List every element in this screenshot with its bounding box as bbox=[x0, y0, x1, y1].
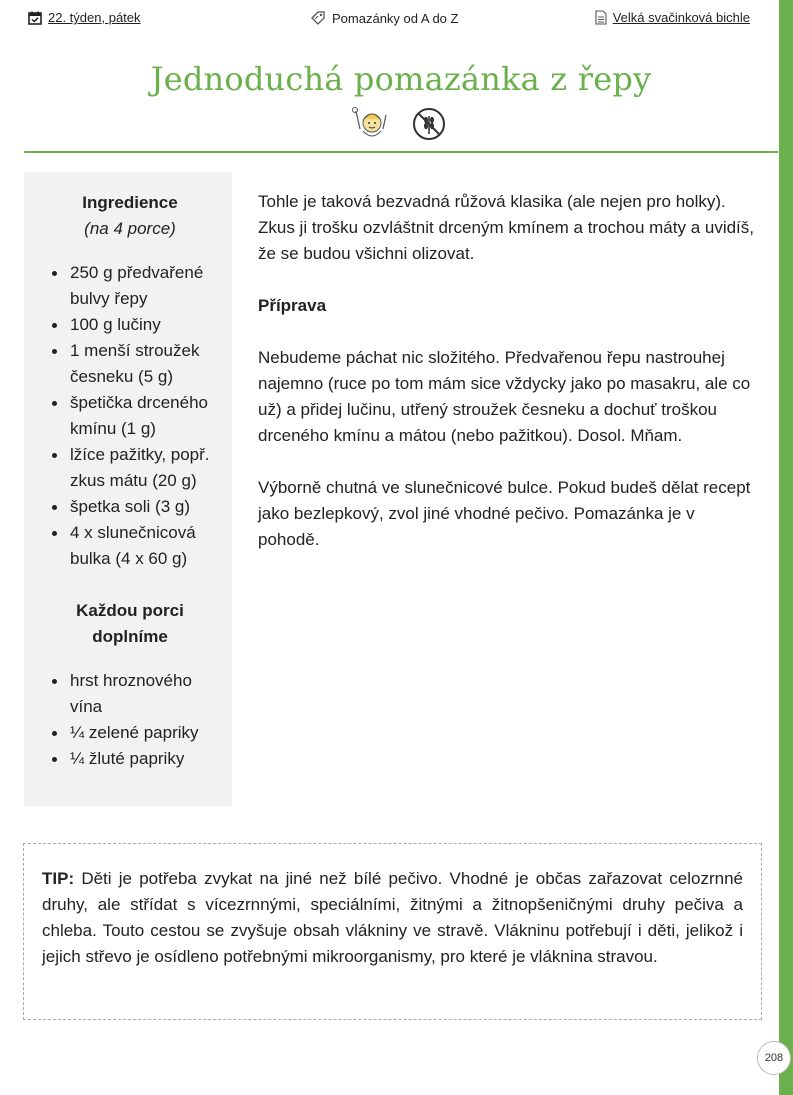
child-cook-icon bbox=[350, 107, 390, 141]
document-icon bbox=[595, 10, 607, 25]
list-item: ¼ žluté papriky bbox=[52, 746, 218, 772]
title-divider bbox=[24, 151, 778, 153]
tip-text: Děti je potřeba zvykat na jiné než bílé pečivo. Vhodné je občas zařazovat celozrnné druhy, ale střídat s vícezrnnými, speciálními, žitnými a žitnopšeničnými druhy pečiva a chleba. Touto cestou se zvyšuje obsah vlákniny ve stravě. Vlákninu potřebují i děti, jelikož i jejich střevo je osídleno potřebnými mikroorganismy, pro které je vláknina stravou. bbox=[42, 869, 743, 966]
list-item: 100 g lučiny bbox=[52, 312, 218, 338]
list-item: špetka soli (3 g) bbox=[52, 494, 218, 520]
list-item: 4 x slunečnicová bulka (4 x 60 g) bbox=[52, 520, 218, 572]
list-item: lžíce pažitky, popř. zkus mátu (20 g) bbox=[52, 442, 218, 494]
header-book-link[interactable]: Velká svačinková bichle bbox=[612, 10, 750, 25]
header-day[interactable] bbox=[28, 10, 141, 25]
preparation-paragraph: Nebudeme páchat nic složitého. Předvařenou řepu nastrouhej najemno (ruce po tom mám sice vždycky jako po masakru, ale co už) a přidej lučinu, utřený stroužek česneku a dochuť troškou drceného kmínu a mátou (nebo pažitkou). Dosol. Mňam. bbox=[258, 348, 751, 445]
tip-box bbox=[23, 843, 762, 1020]
tag-icon bbox=[310, 10, 326, 26]
list-item: 1 menší stroužek česneku (5 g) bbox=[52, 338, 218, 390]
ingredients-list bbox=[42, 260, 218, 572]
recipe-badges bbox=[350, 107, 446, 141]
header-category-label: Pomazánky od A do Z bbox=[332, 10, 459, 26]
list-item: ¼ zelené papriky bbox=[52, 720, 218, 746]
list-item: 250 g předvařené bulvy řepy bbox=[52, 260, 218, 312]
extras-title: Každou porci doplníme bbox=[76, 601, 184, 646]
serving-paragraph: Výborně chutná ve slunečnicové bulce. Pokud budeš dělat recept jako bezlepkový, zvol jiné vhodné pečivo. Pomazánka je v pohodě. bbox=[258, 478, 751, 549]
gluten-free-icon bbox=[412, 107, 446, 141]
list-item: špetička drceného kmínu (1 g) bbox=[52, 390, 218, 442]
list-item: hrst hroznového vína bbox=[52, 668, 218, 720]
tip-label: TIP: bbox=[42, 869, 75, 888]
header bbox=[28, 8, 750, 30]
extras-list bbox=[42, 668, 218, 772]
ingredients-title: Ingredience bbox=[82, 193, 178, 212]
recipe-body bbox=[258, 189, 758, 579]
header-category bbox=[310, 10, 458, 26]
calendar-check-icon bbox=[28, 11, 42, 25]
page-title: Jednoduchá pomazánka z řepy bbox=[150, 60, 652, 98]
ingredients-panel bbox=[24, 172, 232, 806]
page-number: 208 bbox=[757, 1041, 791, 1075]
accent-side-bar bbox=[779, 0, 793, 1095]
intro-paragraph: Tohle je taková bezvadná růžová klasika (ale nejen pro holky). Zkus ji trošku ozvláštnit drceným kmínem a trochou máty a uvidíš, že se budou všichni olizovat. bbox=[258, 192, 755, 263]
ingredients-portions: (na 4 porce) bbox=[84, 219, 176, 238]
preparation-heading: Příprava bbox=[258, 296, 327, 315]
header-book[interactable] bbox=[595, 10, 750, 25]
header-day-label[interactable]: 22. týden, pátek bbox=[48, 10, 141, 25]
